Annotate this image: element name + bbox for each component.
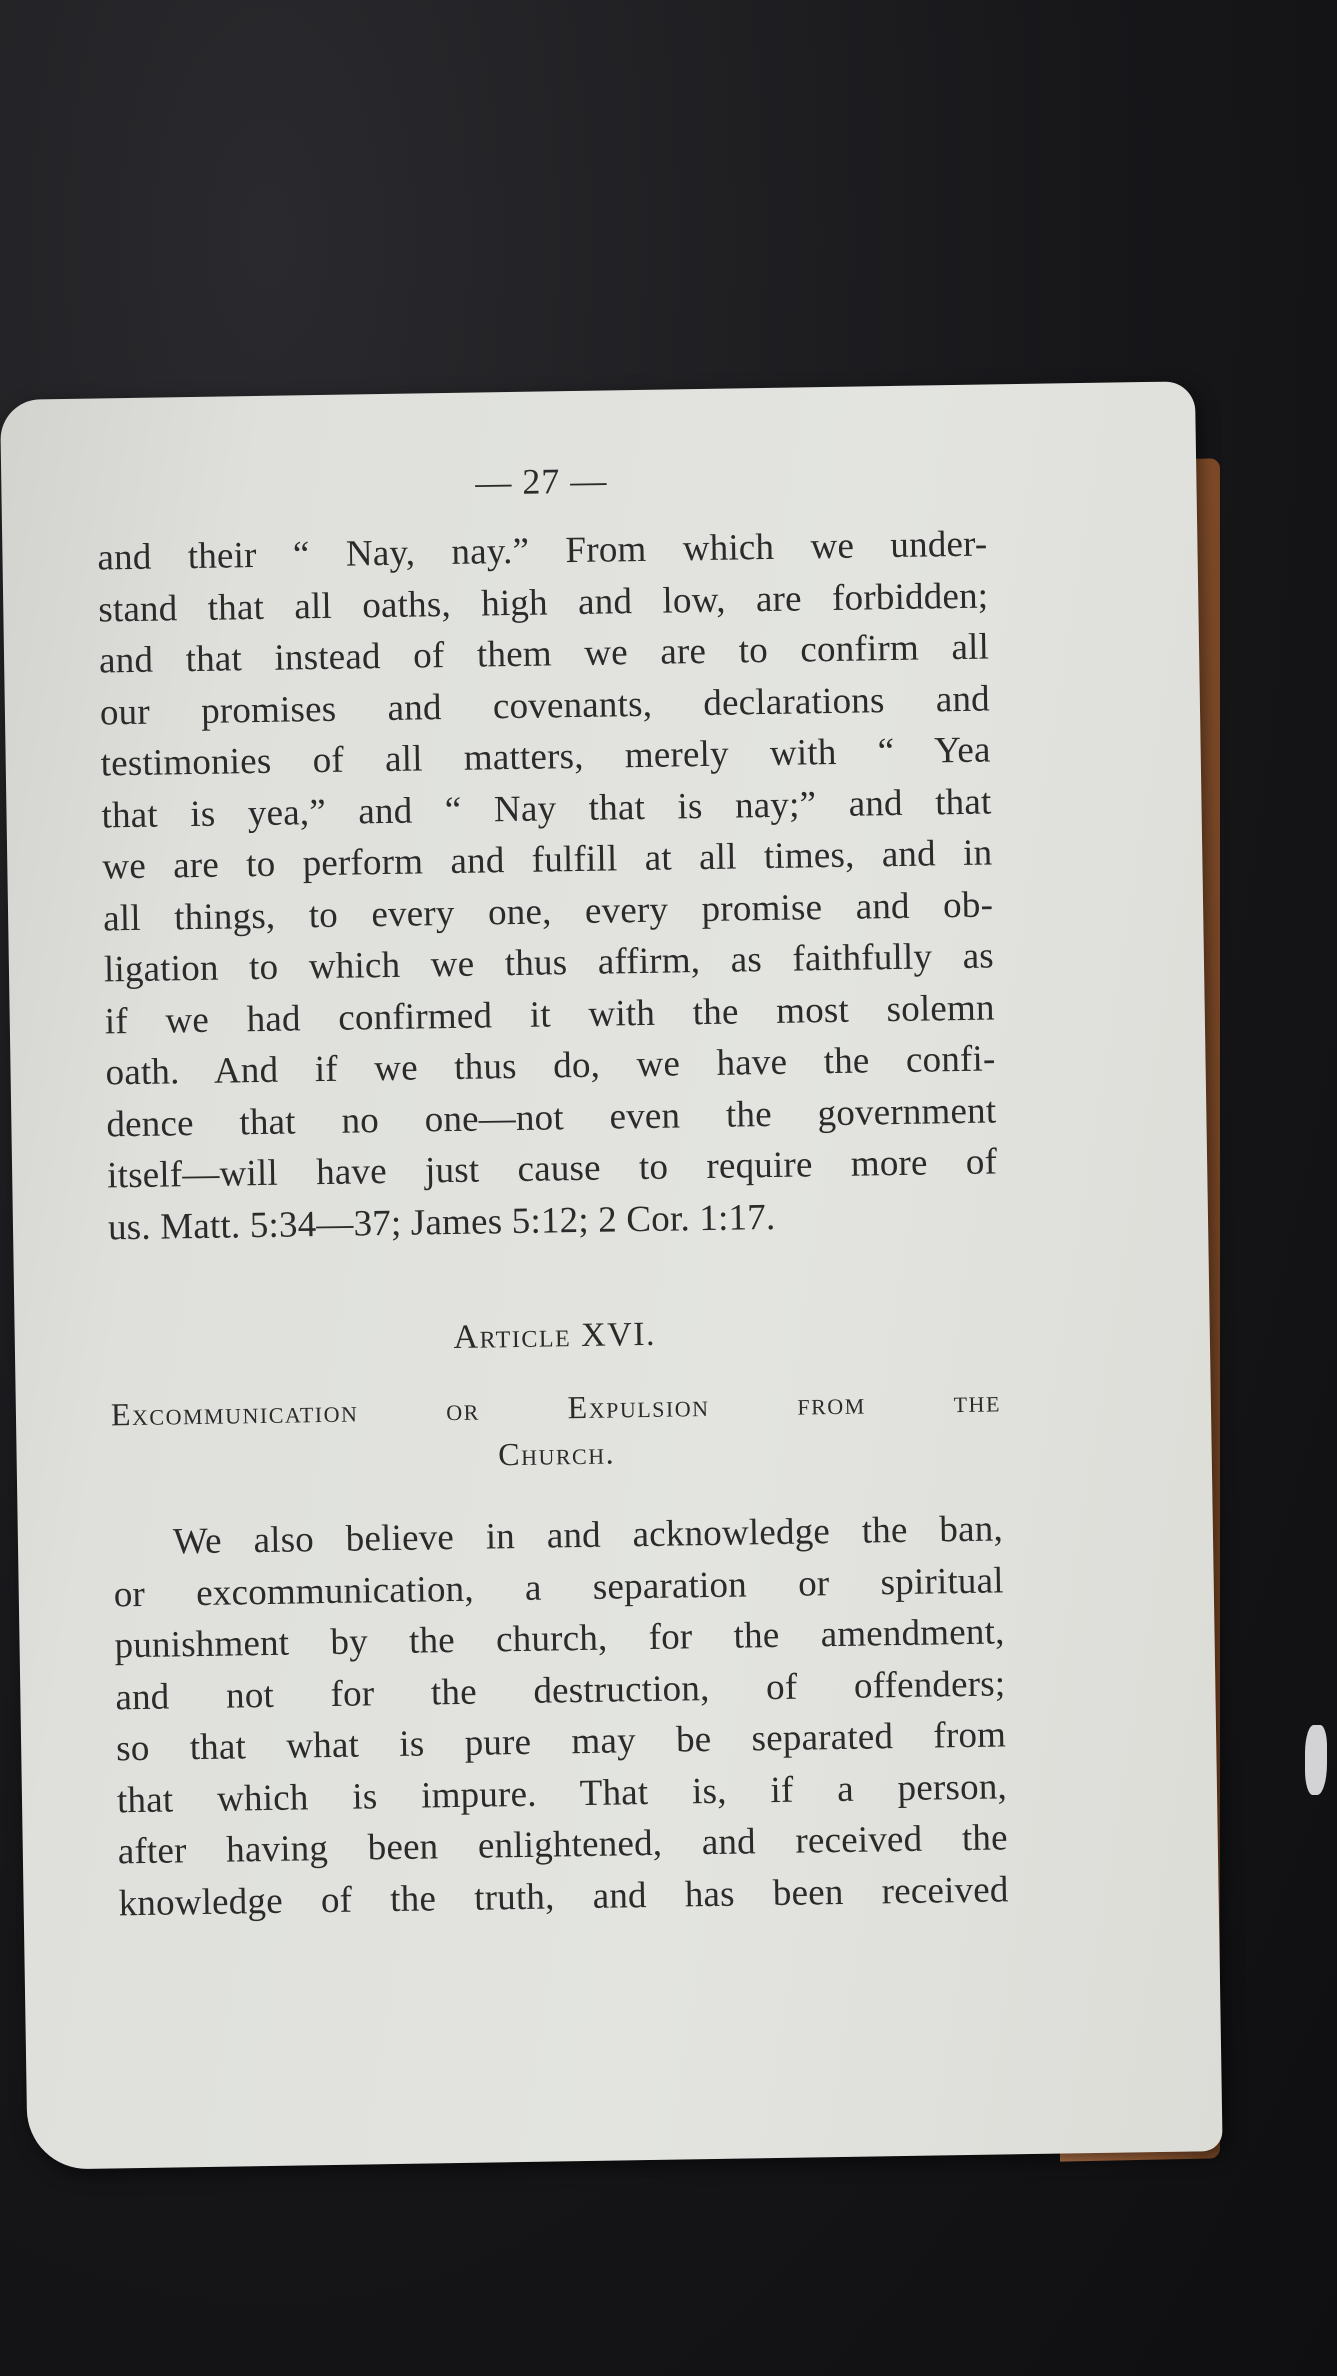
text-line: that is yea,” and “ Nay that is nay;” and that [101,780,992,836]
paragraph-excommunication [113,1503,1009,1929]
text-line: testimonies of all matters, merely with “ Yea [100,729,991,785]
text-line: and that instead of them we are to confirm all [98,626,990,682]
text-line: dence that no one—not even the government [106,1089,997,1145]
article-title-line: Church. [497,1434,616,1473]
text-line: us. Matt. 5:34—37; James 5:12; 2 Cor. 1:17. [107,1196,776,1248]
text-line: we are to perform and fulfill at all times, and in [102,832,993,888]
text-line: so that what is pure may be separated from [115,1714,1007,1770]
text-line: our promises and covenants, declarations and [99,677,991,733]
paragraph-oaths [97,519,998,1254]
text-line: knowledge of the truth, and has been received [118,1868,1009,1924]
article-title-line: Excommunication or Expulsion from the [110,1382,1002,1433]
article-title [111,1377,1002,1483]
page-text [96,455,1009,1930]
text-line: We also believe in and acknowledge the ban, [172,1508,1004,1563]
text-line: ligation to which we thus affirm, as faithfully as [103,935,995,991]
text-line: stand that all oaths, high and low, are forbidden; [97,575,989,630]
text-line: if we had confirmed it with the most solemn [104,986,995,1042]
text-line: itself—will have just cause to require more of [106,1141,998,1197]
text-line: that which is impure. That is, if a person, [116,1765,1008,1821]
page-number: — 27 — [475,460,608,503]
text-line: or excommunication, a separation or spiritual [113,1559,1004,1615]
text-line: punishment by the church, for the amendment, [114,1611,1005,1667]
text-line: after having been enlightened, and received the [117,1817,1009,1873]
text-line: and not for the destruction, of offenders; [115,1662,1006,1718]
article-heading: Article XVI. [453,1315,657,1356]
book-page [0,381,1223,2170]
text-line: and their “ Nay, nay.” From which we under- [97,523,988,579]
text-line: all things, to every one, every promise and ob- [102,883,994,939]
text-line: oath. And if we thus do, we have the confi- [105,1038,996,1094]
